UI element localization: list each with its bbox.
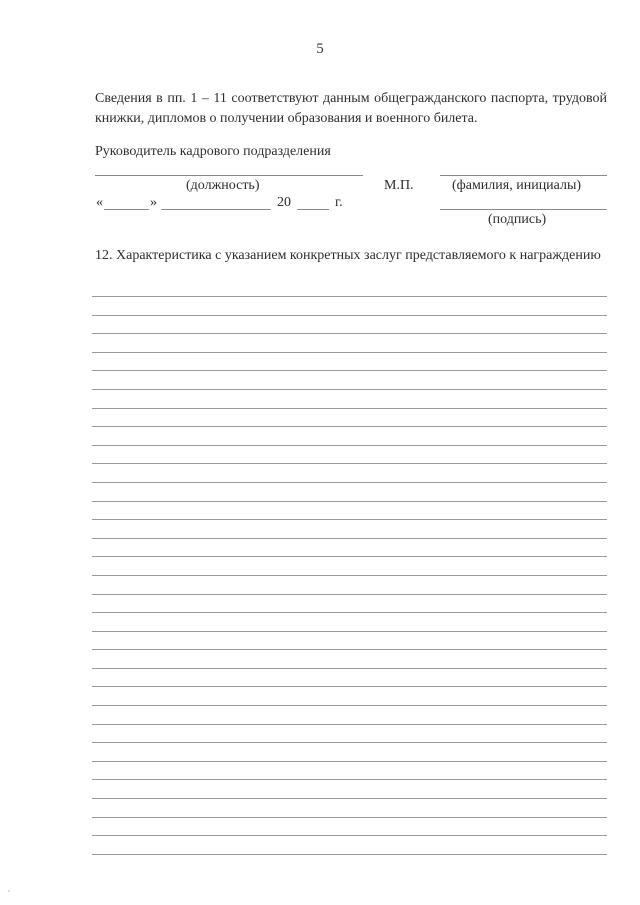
writing-line[interactable] [92,761,607,762]
writing-line[interactable] [92,649,607,650]
writing-line[interactable] [92,724,607,725]
writing-line[interactable] [92,835,607,836]
writing-line[interactable] [92,519,607,520]
writing-line[interactable] [92,612,607,613]
scan-edge-mark: , [8,884,10,893]
date-year-line[interactable] [297,209,329,210]
writing-line[interactable] [92,594,607,595]
position-line[interactable] [95,175,363,176]
writing-line[interactable] [92,408,607,409]
writing-line[interactable] [92,631,607,632]
writing-line[interactable] [92,686,607,687]
writing-line[interactable] [92,705,607,706]
writing-line[interactable] [92,854,607,855]
characteristic-writing-area[interactable] [92,296,607,872]
date-close-quote: » [150,195,157,210]
section-12-heading: 12. Характеристика с указанием конкретных заслуг представляемого к награждению [95,248,601,263]
writing-line[interactable] [92,798,607,799]
writing-line[interactable] [92,445,607,446]
writing-line[interactable] [92,463,607,464]
writing-line[interactable] [92,668,607,669]
position-caption: (должность) [186,178,260,193]
signature-caption: (подпись) [488,212,547,227]
writing-line[interactable] [92,817,607,818]
writing-line[interactable] [92,333,607,334]
writing-line[interactable] [92,556,607,557]
year-prefix: 20 [277,195,291,210]
hr-head-label: Руководитель кадрового подразделения [95,144,331,159]
signature-line[interactable] [440,209,607,210]
name-line[interactable] [440,175,607,176]
date-month-line[interactable] [161,209,271,210]
name-caption: (фамилия, инициалы) [452,178,582,193]
writing-line[interactable] [92,501,607,502]
writing-line[interactable] [92,296,607,297]
info-statement: Сведения в пп. 1 – 11 соответствуют данным общегражданского паспорта, трудовой книжки, дипломов о получении образования и военного билета. [95,91,607,126]
writing-line[interactable] [92,315,607,316]
writing-line[interactable] [92,426,607,427]
writing-line[interactable] [92,482,607,483]
writing-line[interactable] [92,742,607,743]
page-number: 5 [316,41,324,57]
date-day-line[interactable] [104,209,149,210]
writing-line[interactable] [92,389,607,390]
writing-line[interactable] [92,538,607,539]
year-suffix: г. [335,195,343,210]
date-open-quote: « [96,195,103,210]
writing-line[interactable] [92,575,607,576]
writing-line[interactable] [92,352,607,353]
writing-line[interactable] [92,370,607,371]
stamp-label: М.П. [384,178,414,193]
writing-line[interactable] [92,779,607,780]
